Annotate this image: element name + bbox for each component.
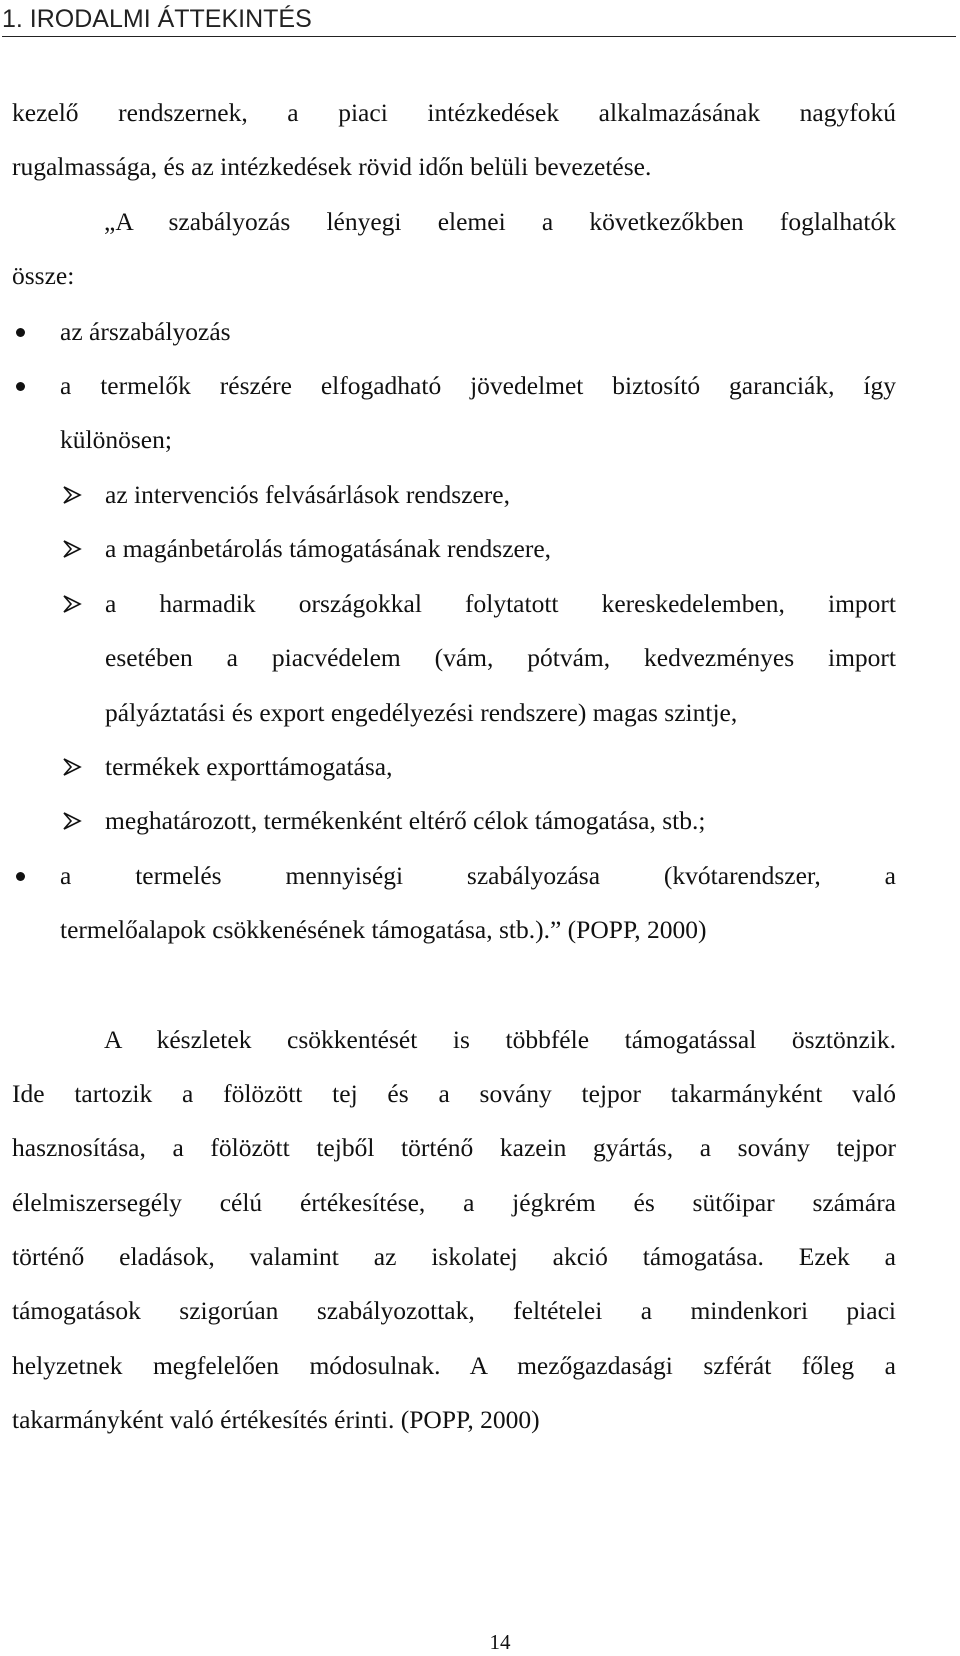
- sub-list-item: a magánbetárolás támogatásának rendszere,: [105, 534, 552, 563]
- sub-list-item: termékek exporttámogatása,: [105, 752, 393, 781]
- text-line: kezelő rendszernek, a piaci intézkedések alkalmazásának nagyfokú: [12, 98, 896, 127]
- chapter-header: 1. IRODALMI ÁTTEKINTÉS: [2, 2, 956, 37]
- sub-list-item-continuation: pályáztatási és export engedélyezési rendszere) magas szintje,: [105, 698, 738, 727]
- list-item: az árszabályozás: [60, 317, 231, 346]
- text-line: „A szabályozás lényegi elemei a következőkben foglalhatók: [104, 207, 896, 236]
- list-item: a termelés mennyiségi szabályozása (kvótarendszer, a: [60, 861, 896, 890]
- text-line: össze:: [12, 261, 75, 290]
- text-line: élelmiszersegély célú értékesítése, a jégkrém és sütőipar számára: [12, 1188, 896, 1217]
- arrow-bullet-icon: [62, 486, 82, 504]
- text-line: helyzetnek megfelelően módosulnak. A mezőgazdasági szférát főleg a: [12, 1351, 896, 1380]
- text-line: rugalmassága, és az intézkedések rövid időn belüli bevezetése.: [12, 152, 652, 181]
- sub-list-item: az intervenciós felvásárlások rendszere,: [105, 480, 510, 509]
- arrow-bullet-icon: [62, 595, 82, 613]
- text-line: támogatások szigorúan szabályozottak, feltételei a mindenkori piaci: [12, 1296, 896, 1325]
- sub-list-item: meghatározott, termékenként eltérő célok támogatása, stb.;: [105, 806, 706, 835]
- list-item: a termelők részére elfogadható jövedelmet biztosító garanciák, így: [60, 371, 896, 400]
- text-line: A készletek csökkentését is többféle támogatással ösztönzik.: [104, 1025, 896, 1054]
- arrow-bullet-icon: [62, 540, 82, 558]
- bullet-icon: [16, 872, 25, 881]
- bullet-icon: [16, 382, 25, 391]
- list-item-continuation: különösen;: [60, 425, 172, 454]
- arrow-bullet-icon: [62, 812, 82, 830]
- text-line: Ide tartozik a fölözött tej és a sovány tejpor takarmányként való: [12, 1079, 896, 1108]
- sub-list-item: a harmadik országokkal folytatott kereskedelemben, import: [105, 589, 896, 618]
- bullet-icon: [16, 328, 25, 337]
- sub-list-item-continuation: esetében a piacvédelem (vám, pótvám, kedvezményes import: [105, 643, 896, 672]
- list-item-continuation: termelőalapok csökkenésének támogatása, stb.).” (POPP, 2000): [60, 915, 707, 944]
- page-number: 14: [489, 1630, 511, 1654]
- arrow-bullet-icon: [62, 758, 82, 776]
- text-line: hasznosítása, a fölözött tejből történő kazein gyártás, a sovány tejpor: [12, 1133, 896, 1162]
- text-line: takarmányként való értékesítés érinti. (POPP, 2000): [12, 1405, 540, 1434]
- text-line: történő eladások, valamint az iskolatej akció támogatása. Ezek a: [12, 1242, 896, 1271]
